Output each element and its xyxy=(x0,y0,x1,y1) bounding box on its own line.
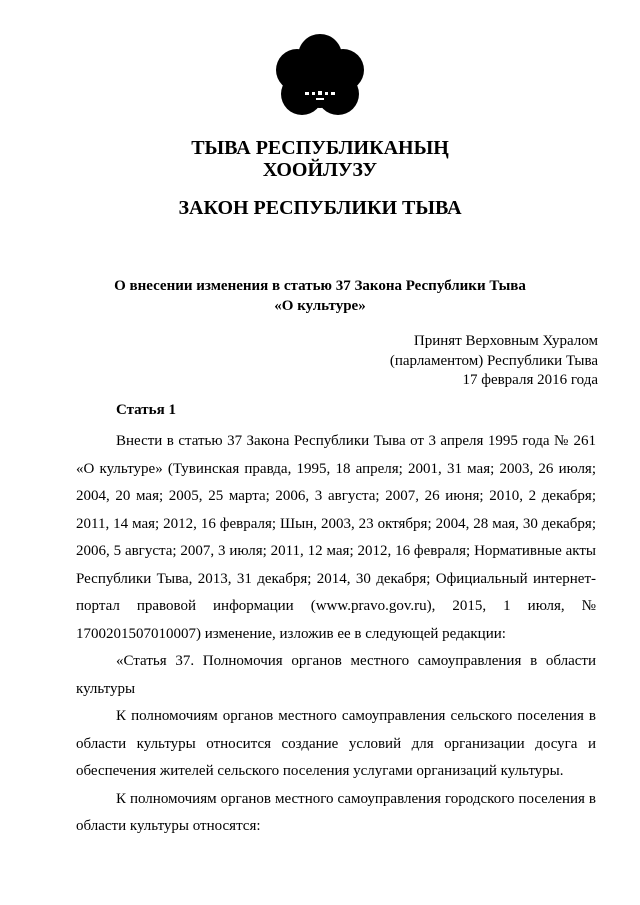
title-tuvan-line1: ТЫВА РЕСПУБЛИКАНЫҢ xyxy=(191,137,449,159)
article-body xyxy=(76,428,596,841)
subject-line2: «О культуре» xyxy=(274,298,366,314)
adopted-date: 17 февраля 2016 года xyxy=(462,372,598,388)
title-russian: ЗАКОН РЕСПУБЛИКИ ТЫВА xyxy=(178,197,462,219)
article-heading: Статья 1 xyxy=(116,402,176,418)
tuva-emblem-icon xyxy=(272,30,368,122)
article-paragraph: К полномочиям органов местного самоуправления сельского поселения в области культуры относится создание условий для организации досуга и обеспечения жителей сельского поселения услугами организаций культуры. xyxy=(76,708,596,779)
subject-line1: О внесении изменения в статью 37 Закона Республики Тыва xyxy=(114,278,526,294)
law-subject xyxy=(0,276,640,316)
adopted-line2: (парламентом) Республики Тыва xyxy=(389,352,598,369)
article-paragraph: «Статья 37. Полномочия органов местного самоуправления в области культуры xyxy=(76,653,596,697)
article-paragraph: Внести в статью 37 Закона Республики Тыва от 3 апреля 1995 года № 261 «О культуре» (Тувинская правда, 1995, 18 апреля; 2001, 31 мая; 2003, 26 июля; 2004, 20 мая; 2005, 25 марта; 2006, 3 августа; 2007, 26 июня; 2010, 2 декабря; 2011, 14 мая; 2012, 16 февраля; Шын, 2003, 23 октября; 2004, 28 мая, 30 декабря; 2006, 5 августа; 2007, 3 июля; 2011, 12 мая; 2012, 16 февраля; Нормативные акты Республики Тыва, 2013, 31 декабря; 2014, 30 декабря; Официальный интернет-портал правовой информации (www.pravo.gov.ru), 2015, 1 июля, № 1700201507010007) изменение, изложив ее в следующей редакции: xyxy=(76,433,596,642)
article-paragraph: К полномочиям органов местного самоуправления городского поселения в области культуры относятся: xyxy=(76,790,596,834)
adoption-info xyxy=(390,332,598,391)
title-tuvan-line2: ХООЙЛУЗУ xyxy=(262,159,378,181)
adopted-line1: Принят Верховным Хуралом xyxy=(413,333,598,349)
